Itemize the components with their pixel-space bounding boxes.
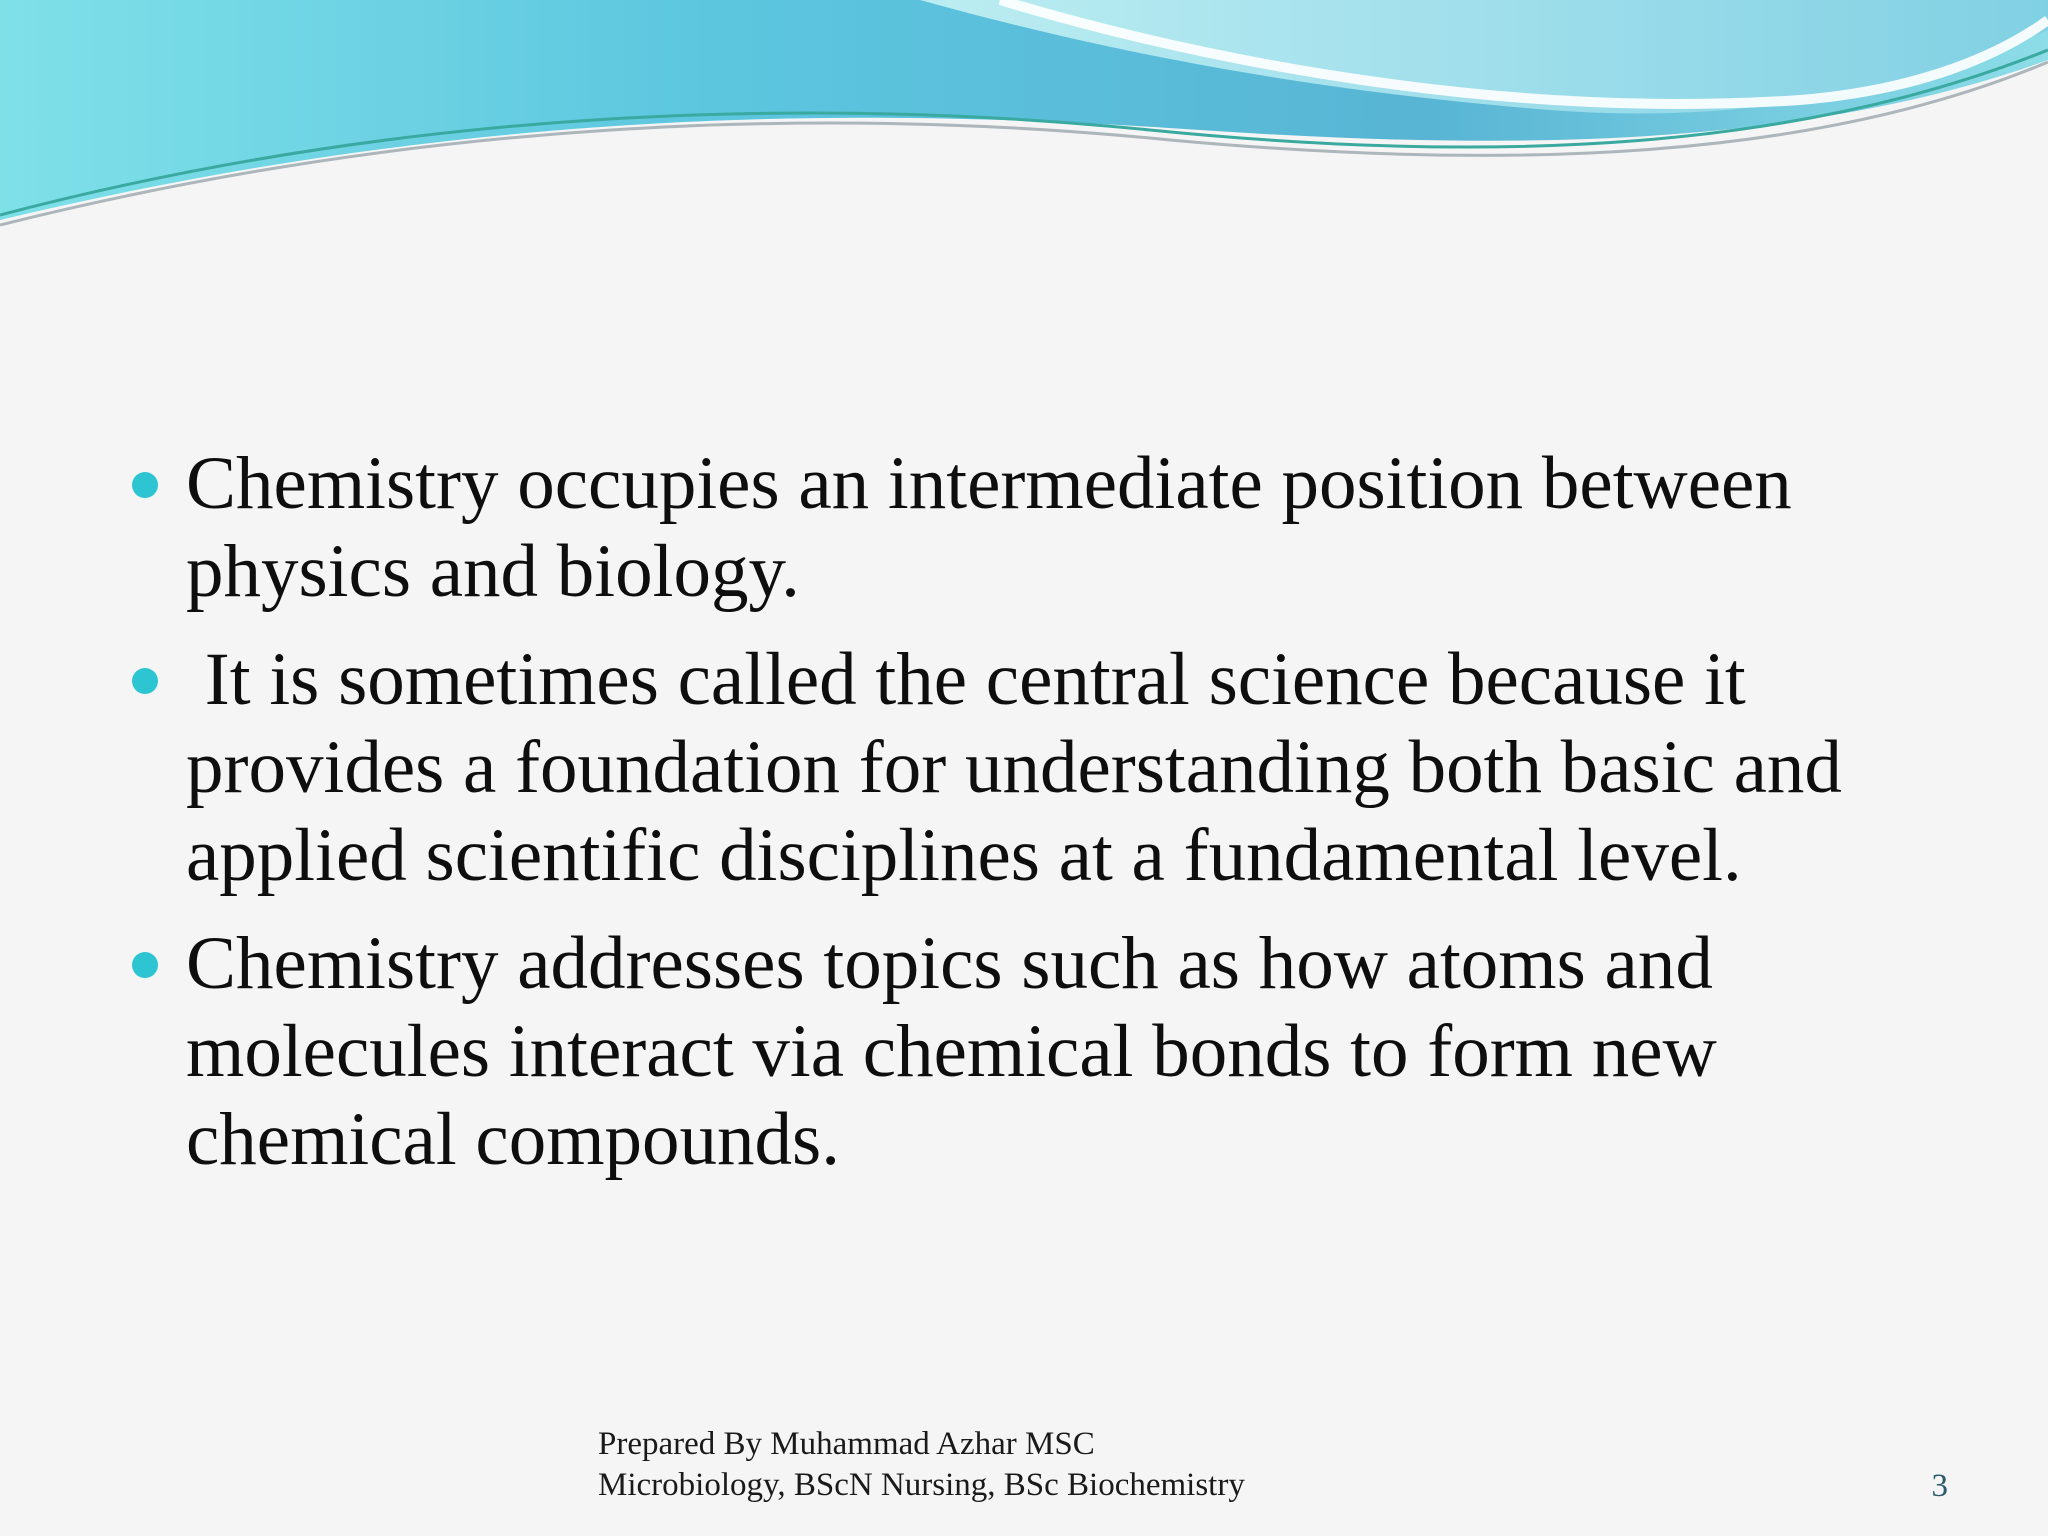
bullet-text: Chemistry occupies an intermediate position between physics and biology. [186,442,1792,613]
footer-credentials-line: Microbiology, BScN Nursing, BSc Biochemistry [598,1467,1245,1503]
bullet-item [130,920,1930,1184]
header-wave-decoration [0,0,2048,240]
bullet-item [130,636,1930,900]
bullet-text: It is sometimes called the central science because it provides a foundation for understanding both basic and applied scientific disciplines at a fundamental level. [186,638,1861,897]
bullet-item [130,440,1930,616]
footer-author-line: Prepared By Muhammad Azhar MSC [598,1426,1095,1462]
slide-footer [598,1424,1245,1506]
bullet-dot-icon [132,668,158,694]
bullet-dot-icon [132,472,158,498]
bullet-dot-icon [132,952,158,978]
bullet-text: Chemistry addresses topics such as how atoms and molecules interact via chemical bonds to form new chemical compounds. [186,922,1717,1181]
slide-number: 3 [1931,1468,1948,1504]
bullet-list [130,440,1930,1204]
